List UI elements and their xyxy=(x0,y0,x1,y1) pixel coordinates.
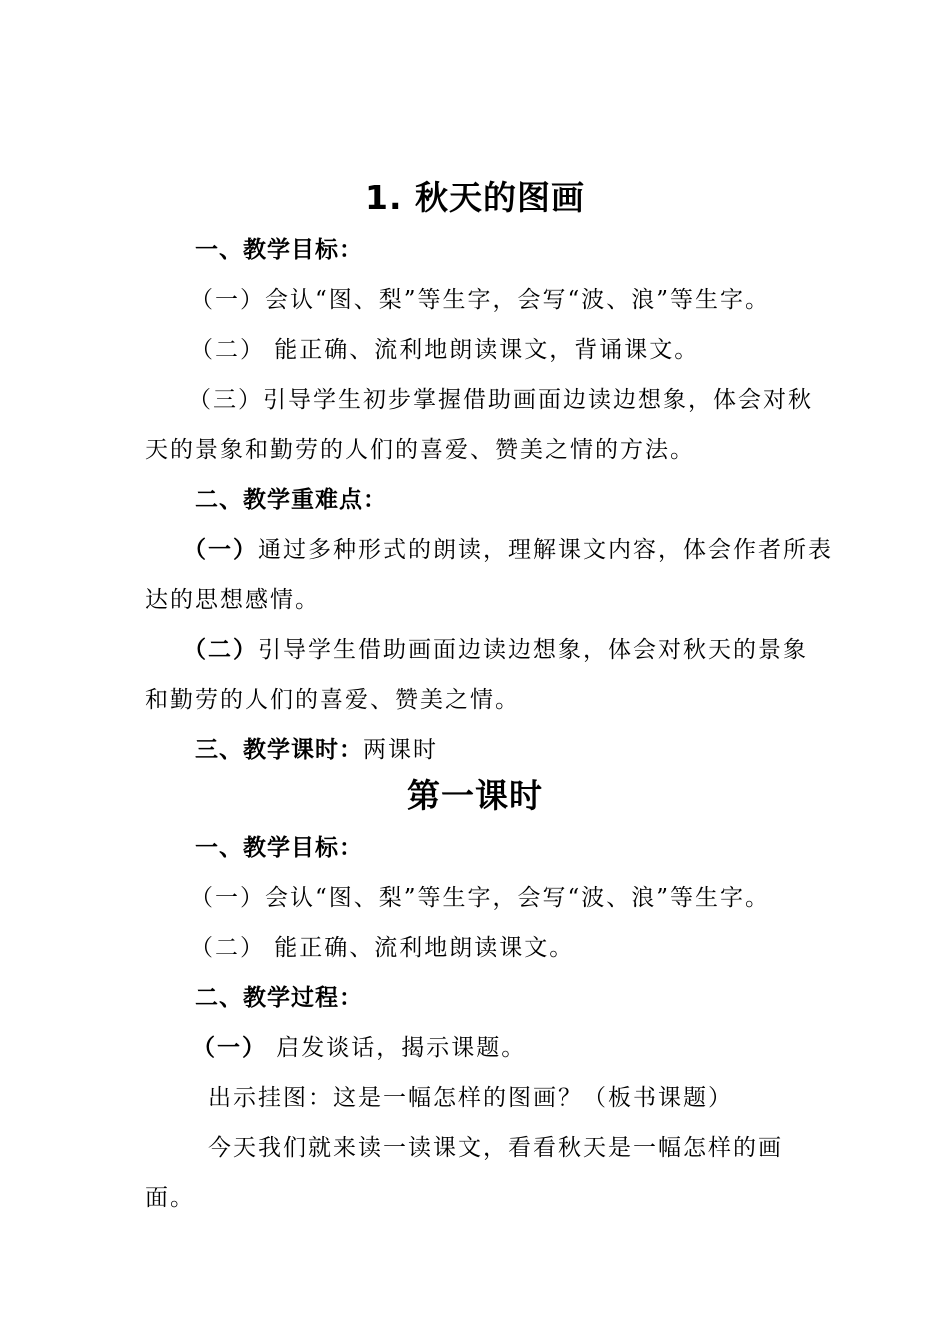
difficulty-1-text: 通过多种形式的朗读，理解课文内容，体会作者所表 xyxy=(258,537,833,563)
difficulty-1-line-2: 达的思想感情。 xyxy=(145,587,320,613)
difficulty-2-line-1 xyxy=(183,634,808,666)
paragraph-2-line-1: 今天我们就来读一读课文，看看秋天是一幅怎样的画 xyxy=(208,1135,783,1161)
difficulties-heading: 二、教学重难点： xyxy=(195,487,387,513)
difficulty-1-marker: （一） xyxy=(183,537,258,563)
step-1-text: 启发谈话，揭示课题。 xyxy=(267,1035,527,1061)
goal-2: （二） 能正确、流利地朗读课文，背诵课文。 xyxy=(190,337,700,363)
hours-heading: 三、教学课时： xyxy=(195,737,363,763)
difficulty-2-text: 引导学生借助画面边读边想象，体会对秋天的景象 xyxy=(258,637,808,663)
hours-line xyxy=(195,734,859,766)
process-heading: 二、教学过程： xyxy=(195,985,363,1011)
document-title: 1. 秋天的图画 xyxy=(365,178,585,217)
lesson-goal-2: （二） 能正确、流利地朗读课文。 xyxy=(190,935,575,961)
lesson-goal-1: （一）会认“图、梨”等生字，会写“波、浪”等生字。 xyxy=(190,885,771,911)
paragraph-2-line-2: 面。 xyxy=(145,1185,195,1211)
difficulty-2-marker: （二） xyxy=(183,637,258,663)
goal-3-line-2: 天的景象和勤劳的人们的喜爱、赞美之情的方法。 xyxy=(145,437,695,463)
step-1-marker: （一） xyxy=(192,1035,267,1061)
goal-3-line-1: （三）引导学生初步掌握借助画面边读边想象，体会对秋 xyxy=(188,387,813,413)
paragraph-1: 出示挂图：这是一幅怎样的图画？（板书课题） xyxy=(208,1085,733,1111)
lesson-goals-heading: 一、教学目标： xyxy=(195,835,363,861)
hours-value: 两课时 xyxy=(363,737,438,763)
difficulty-1-line-1 xyxy=(183,534,833,566)
lesson-one-title: 第一课时 xyxy=(407,776,543,815)
step-1 xyxy=(192,1032,856,1064)
difficulty-2-line-2: 和勤劳的人们的喜爱、赞美之情。 xyxy=(145,687,520,713)
goal-1: （一）会认“图、梨”等生字，会写“波、浪”等生字。 xyxy=(190,287,771,313)
goals-heading: 一、教学目标： xyxy=(195,237,363,263)
